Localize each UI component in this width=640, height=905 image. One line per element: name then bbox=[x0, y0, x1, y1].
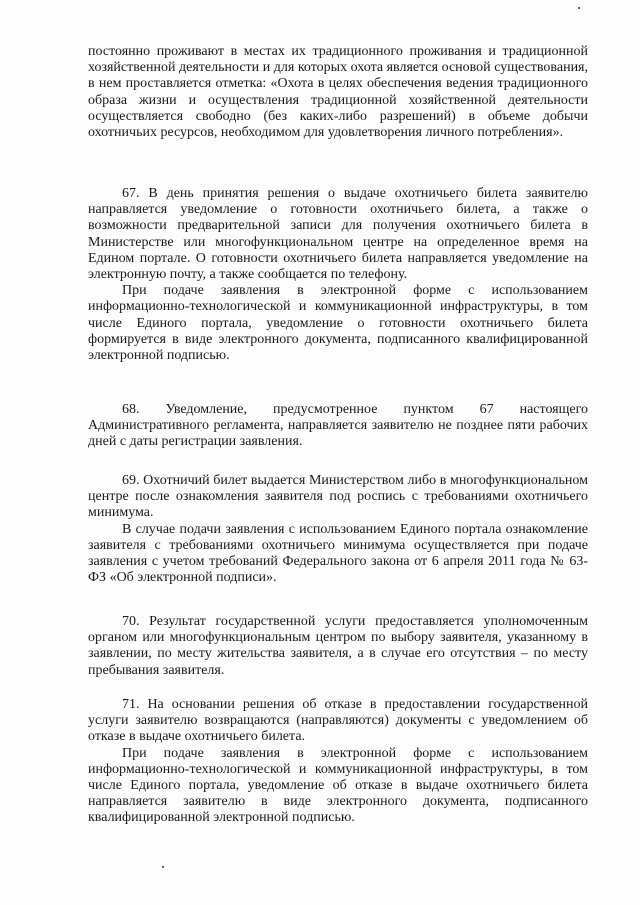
paragraph-continuation: постоянно проживают в местах их традиционного проживания и традиционной хозяйственной деятельности и для которых охота является основой существования, в нем проставляется отметка: «Охота в целях обеспечения ведения традиционного образа жизни и осуществления традиционной хозяйственной деятельности осуществляется свободно (без каких-либо разрешений) в объеме добычи охотничьих ресурсов, необходимом для удовлетворения личного потребления». bbox=[88, 44, 588, 141]
text-block-item-69 bbox=[88, 473, 588, 586]
scan-speck bbox=[578, 7, 580, 9]
paragraph-item-69: 69. Охотничий билет выдается Министерством либо в многофункциональном центре после ознакомления заявителя под роспись с требованиями охотничьего минимума. bbox=[88, 473, 588, 521]
paragraph-item-68: 68. Уведомление, предусмотренное пунктом 67 настоящего Административного регламента, направляется заявителю не позднее пяти рабочих дней с даты регистрации заявления. bbox=[88, 402, 588, 450]
paragraph-item-71: 71. На основании решения об отказе в предоставлении государственной услуги заявителю возвращаются (направляются) документы с уведомлением об отказе в выдаче охотничьего билета. bbox=[88, 697, 588, 745]
paragraph-item-67: 67. В день принятия решения о выдаче охотничьего билета заявителю направляется уведомление о готовности охотничьего билета, а также о возможности предварительной записи для получения охотничьего билета в Министерстве или многофункциональном центре на определенное время на Едином портале. О готовности охотничьего билета направляется уведомление на электронную почту, а также сообщается по телефону. bbox=[88, 186, 588, 283]
text-block-item-67 bbox=[88, 186, 588, 364]
paragraph-item-70: 70. Результат государственной услуги предоставляется уполномоченным органом или многофункциональным центром по выбору заявителя, указанному в заявлении, по месту жительства заявителя, а в случае его отсутствия – по месту пребывания заявителя. bbox=[88, 614, 588, 678]
paragraph-item-67-electronic: При подаче заявления в электронной форме с использованием информационно-технологической и коммуникационной инфраструктуры, в том числе Единого портала, уведомление о готовности охотничьего билета формируется в виде электронного документа, подписанного квалифицированной электронной подписью. bbox=[88, 283, 588, 364]
text-block-item-71 bbox=[88, 697, 588, 827]
text-block-item-68 bbox=[88, 402, 588, 451]
scan-speck bbox=[162, 866, 164, 868]
paragraph-item-69-portal: В случае подачи заявления с использованием Единого портала ознакомление заявителя с требованиями охотничьего минимума осуществляется при подаче заявления с учетом требований Федерального закона от 6 апреля 2011 года № 63-ФЗ «Об электронной подписи». bbox=[88, 521, 588, 586]
text-block-item-70 bbox=[88, 614, 588, 679]
text-block-continuation bbox=[88, 44, 588, 141]
paragraph-item-71-electronic: При подаче заявления в электронной форме с использованием информационно-технологической и коммуникационной инфраструктуры, в том числе Единого портала, уведомление об отказе в выдаче охотничьего билета направляется заявителю в виде электронного документа, подписанного квалифицированной электронной подписью. bbox=[88, 745, 588, 826]
